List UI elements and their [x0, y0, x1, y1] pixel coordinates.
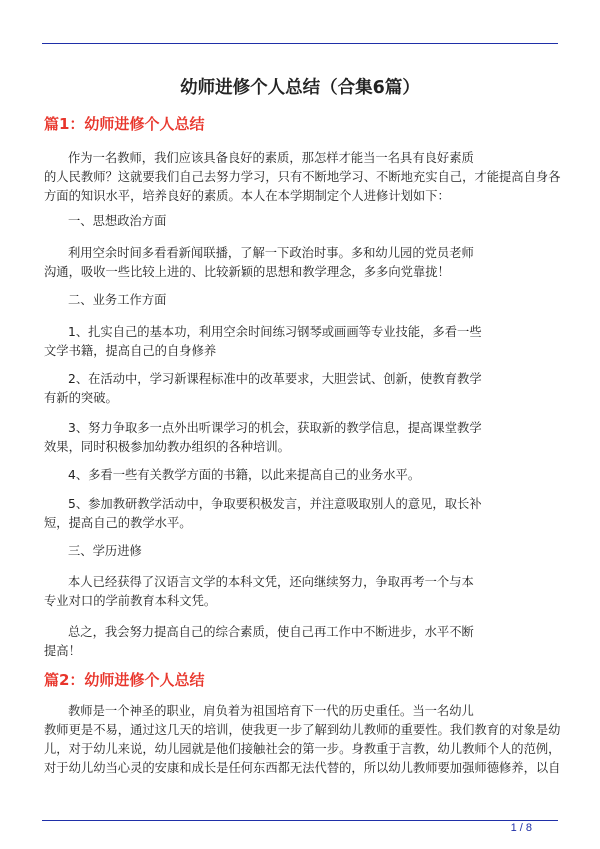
paragraph-line: 3、努力争取多一点外出听课学习的机会，获取新的教学信息，提高课堂教学	[68, 421, 482, 435]
paragraph-line: 1、扎实自己的基本功，利用空余时间练习钢琴或画画等专业技能，多看一些	[68, 325, 482, 339]
paragraph-line: 对于幼儿幼当心灵的安康和成长是任何东西都无法代替的，所以幼儿教师要加强师德修养，以自	[44, 761, 561, 775]
header-rule	[42, 43, 558, 44]
subheading-education: 三、学历进修	[68, 544, 142, 558]
paragraph-line: 5、参加教研教学活动中，争取要积极发言，并注意吸取别人的意见，取长补	[68, 497, 482, 511]
section-2-heading: 篇2：幼师进修个人总结	[44, 671, 205, 689]
paragraph-line: 2、在活动中，学习新课程标准中的改革要求，大胆尝试、创新，使教育教学	[68, 372, 482, 386]
paragraph-line: 文学书籍，提高自己的自身修养	[44, 344, 217, 358]
paragraph-line: 总之，我会努力提高自己的综合素质，使自己再工作中不断进步，水平不断	[68, 625, 474, 639]
paragraph-line: 利用空余时间多看看新闻联播，了解一下政治时事。多和幼儿园的党员老师	[68, 246, 474, 260]
subheading-work: 二、业务工作方面	[68, 293, 167, 307]
paragraph-line: 专业对口的学前教育本科文凭。	[44, 594, 217, 608]
paragraph-line: 的人民教师？这就要我们自己去努力学习，只有不断地学习、不断地充实自己，才能提高自身各	[44, 170, 561, 184]
paragraph-line: 本人已经获得了汉语言文学的本科文凭，还向继续努力，争取再考一个与本	[68, 575, 474, 589]
paragraph-line: 沟通，吸收一些比较上进的、比较新颖的思想和教学理念，多多向党靠拢！	[44, 265, 450, 279]
paragraph-line: 有新的突破。	[44, 391, 118, 405]
paragraph-line: 短，提高自己的教学水平。	[44, 516, 192, 530]
paragraph-line: 教师是一个神圣的职业，肩负着为祖国培育下一代的历史重任。当一名幼儿	[68, 704, 474, 718]
paragraph-line: 效果，同时积极参加幼教办组织的各种培训。	[44, 440, 290, 454]
paragraph-line: 儿，对于幼儿来说，幼儿园就是他们接触社会的第一步。身教重于言教，幼儿教师个人的范例，	[44, 742, 561, 756]
paragraph-line: 提高！	[44, 644, 81, 658]
paragraph-line: 方面的知识水平，培养良好的素质。本人在本学期制定个人进修计划如下：	[44, 189, 450, 203]
page-number: 1 / 8	[510, 822, 532, 834]
paragraph-line: 教师更是不易，通过这几天的培训，使我更一步了解到幼儿教师的重要性。我们教育的对象是幼	[44, 723, 561, 737]
section-1-heading: 篇1：幼师进修个人总结	[44, 115, 205, 133]
footer-rule	[42, 820, 558, 821]
subheading-politics: 一、思想政治方面	[68, 214, 167, 228]
paragraph-line: 作为一名教师，我们应该具备良好的素质，那怎样才能当一名具有良好素质	[68, 151, 474, 165]
paragraph-line: 4、多看一些有关教学方面的书籍，以此来提高自己的业务水平。	[68, 468, 421, 482]
document-title: 幼师进修个人总结（合集6篇）	[180, 78, 420, 98]
